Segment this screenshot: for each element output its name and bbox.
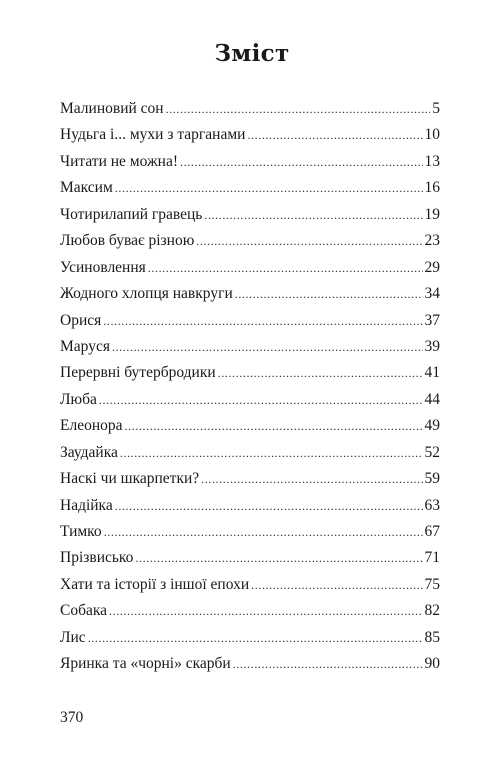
page-title: Зміст <box>214 40 290 67</box>
toc-entry-title: Тимко <box>60 523 102 540</box>
toc-entry-title: Нудьга і... мухи з тарганами <box>60 126 246 144</box>
dot-leader <box>112 334 423 360</box>
toc-entry-title: Яринка та «чорні» скарби <box>60 655 231 673</box>
toc-entry <box>60 572 440 598</box>
toc-entry-title: Орися <box>60 311 102 329</box>
toc-entry-title: Перервні бутербродики <box>60 364 216 382</box>
toc-entry-title: Лис <box>60 628 86 646</box>
toc-entry-page: 29 <box>424 258 440 276</box>
toc-entry <box>60 545 440 571</box>
dot-leader <box>235 281 423 307</box>
page-number: 370 <box>60 709 84 726</box>
toc-entry-page: 75 <box>424 575 440 593</box>
table-of-contents <box>60 96 440 678</box>
dot-leader <box>109 598 422 624</box>
dot-leader <box>218 360 423 386</box>
toc-entry-page: 19 <box>424 205 440 223</box>
toc-entry-title: Усиновлення <box>60 258 146 276</box>
toc-entry <box>60 96 440 122</box>
toc-entry <box>60 308 440 334</box>
toc-entry-page: 41 <box>424 364 440 382</box>
toc-entry <box>60 175 440 201</box>
toc-entry-title: Любов буває різною <box>60 232 195 250</box>
toc-entry-page: 16 <box>424 179 440 197</box>
dot-leader <box>148 255 423 281</box>
toc-entry <box>60 598 440 624</box>
toc-entry-title: Заудайка <box>60 443 118 461</box>
toc-entry <box>60 202 440 228</box>
dot-leader <box>166 96 431 122</box>
toc-entry-title: Прізвисько <box>60 549 134 567</box>
toc-entry-title: Чотирилапий гравець <box>60 205 203 223</box>
toc-entry <box>60 281 440 307</box>
toc-entry-title: Собака <box>60 602 108 620</box>
toc-entry-page: 59 <box>424 470 440 488</box>
dot-leader <box>104 519 423 545</box>
toc-entry-title: Малиновий сон <box>60 100 164 117</box>
dot-leader <box>88 625 423 651</box>
toc-entry-page: 44 <box>424 390 440 408</box>
toc-entry <box>60 149 440 175</box>
toc-entry-page: 90 <box>424 655 440 673</box>
toc-entry-page: 71 <box>424 549 440 567</box>
dot-leader <box>251 572 422 598</box>
dot-leader <box>115 493 423 519</box>
toc-entry-title: Люба <box>60 390 97 408</box>
toc-entry <box>60 413 440 439</box>
dot-leader <box>180 149 422 175</box>
toc-entry <box>60 519 440 545</box>
dot-leader <box>196 228 422 254</box>
toc-entry <box>60 651 440 677</box>
dot-leader <box>115 175 423 201</box>
toc-entry-page: 39 <box>424 337 440 355</box>
dot-leader <box>204 202 422 228</box>
toc-entry-page: 67 <box>424 523 440 540</box>
dot-leader <box>135 545 422 571</box>
toc-entry-page: 23 <box>424 232 440 250</box>
toc-entry <box>60 387 440 413</box>
toc-entry-page: 52 <box>424 443 440 461</box>
toc-entry-title: Елеонора <box>60 417 123 435</box>
toc-entry <box>60 228 440 254</box>
toc-entry <box>60 466 440 492</box>
toc-entry <box>60 493 440 519</box>
toc-entry-page: 10 <box>424 126 440 144</box>
toc-entry <box>60 360 440 386</box>
dot-leader <box>247 122 422 148</box>
toc-entry-page: 63 <box>424 496 440 514</box>
toc-entry-page: 37 <box>424 311 440 329</box>
toc-entry-page: 13 <box>424 152 440 170</box>
dot-leader <box>233 651 423 677</box>
dot-leader <box>103 308 422 334</box>
toc-entry-page: 5 <box>432 100 440 117</box>
dot-leader <box>201 466 422 492</box>
dot-leader <box>99 387 423 413</box>
toc-entry-title: Надійка <box>60 496 113 514</box>
toc-entry-title: Наскі чи шкарпетки? <box>60 470 200 488</box>
toc-entry-page: 49 <box>424 417 440 435</box>
toc-entry <box>60 625 440 651</box>
toc-entry-title: Максим <box>60 179 113 197</box>
toc-entry-title: Хати та історії з іншої епохи <box>60 575 250 593</box>
dot-leader <box>120 440 423 466</box>
toc-entry-page: 85 <box>424 628 440 646</box>
toc-entry-title: Маруся <box>60 337 110 355</box>
toc-entry-title: Читати не можна! <box>60 152 179 170</box>
toc-entry <box>60 440 440 466</box>
dot-leader <box>125 413 423 439</box>
toc-entry <box>60 255 440 281</box>
toc-entry-page: 34 <box>424 285 440 303</box>
toc-entry <box>60 334 440 360</box>
toc-entry-title: Жодного хлопця навкруги <box>60 285 233 303</box>
toc-entry-page: 82 <box>424 602 440 620</box>
toc-entry <box>60 122 440 148</box>
